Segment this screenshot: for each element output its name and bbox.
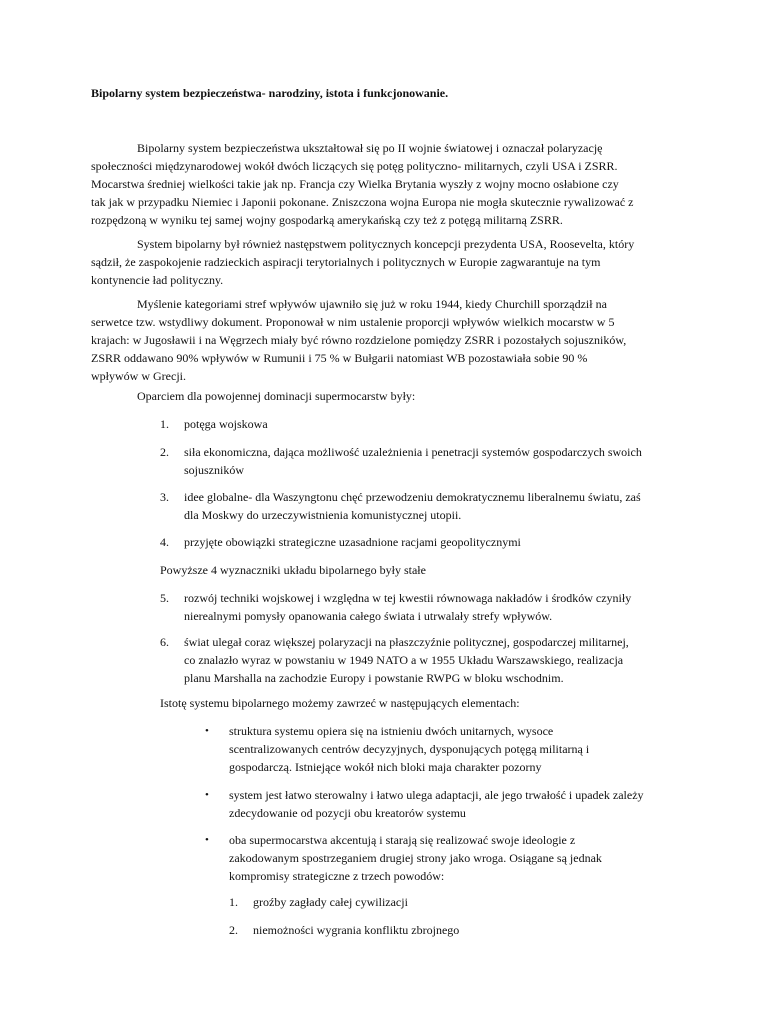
bullet-text: gospodarczą. Istniejące wokół nich bloki maja charakter pozorny (229, 760, 542, 774)
paragraph-line: Oparciem dla powojennej dominacji supermocarstw były: (137, 389, 416, 403)
list-number: 1. (229, 895, 238, 909)
bullet-text: kompromisy strategiczne z trzech powodów: (229, 869, 445, 883)
list-text: potęga wojskowa (184, 417, 268, 431)
list-number: 5. (160, 591, 169, 605)
paragraph-line: kontynencie ład polityczny. (91, 273, 224, 287)
list-text: sojuszników (184, 463, 244, 477)
essence-text: Istotę systemu bipolarnego możemy zawrzeć w następujących elementach: (160, 696, 520, 710)
paragraph-1 (91, 139, 681, 229)
bullet-text: struktura systemu opiera się na istnieniu dwóch unitarnych, wysoce (229, 724, 554, 738)
bullet-text: zakodowanym spostrzeganiem drugiej strony jako wroga. Osiągane są jednak (229, 851, 602, 865)
paragraph-line: Myślenie kategoriami stref wpływów ujawniło się już w roku 1944, kiedy Churchill sporządził na (137, 297, 607, 311)
list-text: niemożności wygrania konfliktu zbrojnego (253, 923, 460, 937)
paragraph-line: krajach: w Jugosławii i na Węgrzech miały być równo rozdzielone pomiędzy ZSRR i pozostałych sojuszników, (91, 333, 627, 347)
list-text: co znalazło wyraz w powstaniu w 1949 NATO a w 1955 Układu Warszawskiego, realizacja (184, 653, 624, 667)
list-text: planu Marshalla na zachodzie Europy i powstanie RWPG w bloku wschodnim. (184, 671, 564, 685)
paragraph-line: tak jak w przypadku Niemiec i Japonii pokonane. Zniszczona wojna Europa nie mogła skutecznie rywalizować z (91, 195, 634, 209)
paragraph-3 (91, 295, 681, 385)
list-number: 1. (160, 417, 169, 431)
bullet-text: zdecydowanie od pozycji obu kreatorów systemu (229, 806, 466, 820)
paragraph-4 (91, 387, 681, 405)
paragraph-line: Bipolarny system bezpieczeństwa ukształtował się po II wojnie światowej i oznaczał polaryzację (137, 141, 603, 155)
list-text: idee globalne- dla Waszyngtonu chęć przewodzeniu demokratycznemu liberalnemu światu, zaś (184, 490, 641, 504)
bullet-icon: • (205, 725, 209, 737)
list-text: świat ulegał coraz większej polaryzacji na płaszczyźnie politycznej, gospodarczej militarnej, (184, 635, 629, 649)
list-text: przyjęte obowiązki strategiczne uzasadnione racjami geopolitycznymi (184, 535, 521, 549)
intermediate-text: Powyższe 4 wyznaczniki układu bipolarnego były stałe (160, 563, 426, 577)
paragraph-line: Mocarstwa średniej wielkości takie jak np. Francja czy Wielka Brytania wyszły z wojny mocno osłabione czy (91, 177, 619, 191)
list-text: rozwój techniki wojskowej i względna w tej kwestii równowaga nakładów i środków czyniły (184, 591, 632, 605)
paragraph-line: sądził, że zaspokojenie radzieckich aspiracji terytorialnych i politycznych w Europie zagwarantuje na tym (91, 255, 601, 269)
list-number: 2. (160, 445, 169, 459)
bullet-icon: • (205, 789, 209, 801)
list-number: 6. (160, 635, 169, 649)
paragraph-line: ZSRR oddawano 90% wpływów w Rumunii i 75 % w Bułgarii natomiast WB pozostawiała sobie 90 % (91, 351, 588, 365)
list-number: 3. (160, 490, 169, 504)
bullet-text: oba supermocarstwa akcentują i starają się realizować swoje ideologie z (229, 833, 576, 847)
paragraph-line: System bipolarny był również następstwem politycznych koncepcji prezydenta USA, Roosevelta, który (137, 237, 635, 251)
paragraph-line: rozpędzoną w wyniku tej samej wojny gospodarką amerykańską czy też z potęgą militarną ZSRR. (91, 213, 563, 227)
list-number: 2. (229, 923, 238, 937)
list-text: dla Moskwy do urzeczywistnienia komunistycznej utopii. (184, 508, 462, 522)
bullet-text: system jest łatwo sterowalny i łatwo ulega adaptacji, ale jego trwałość i upadek zależy (229, 788, 644, 802)
paragraph-line: społeczności międzynarodowej wokół dwóch liczących się potęg polityczno- militarnych, czyli USA i ZSRR. (91, 159, 618, 173)
bullet-text: scentralizowanych centrów decyzyjnych, dysponujących potęgą militarną i (229, 742, 590, 756)
paragraph-line: serwetce tzw. wstydliwy dokument. Proponował w nim ustalenie proporcji wpływów wielkich mocarstw w 5 (91, 315, 615, 329)
document-title: Bipolarny system bezpieczeństwa- narodziny, istota i funkcjonowanie. (91, 86, 449, 100)
bullet-icon: • (205, 834, 209, 846)
paragraph-line: wpływów w Grecji. (91, 369, 186, 383)
paragraph-2 (91, 235, 681, 289)
list-text: nierealnymi pomysły opanowania całego świata i utrwalały strefy wpływów. (184, 609, 553, 623)
list-number: 4. (160, 535, 169, 549)
list-text: groźby zagłady całej cywilizacji (253, 895, 408, 909)
list-text: siła ekonomiczna, dająca możliwość uzależnienia i penetracji systemów gospodarczych swoich (184, 445, 642, 459)
